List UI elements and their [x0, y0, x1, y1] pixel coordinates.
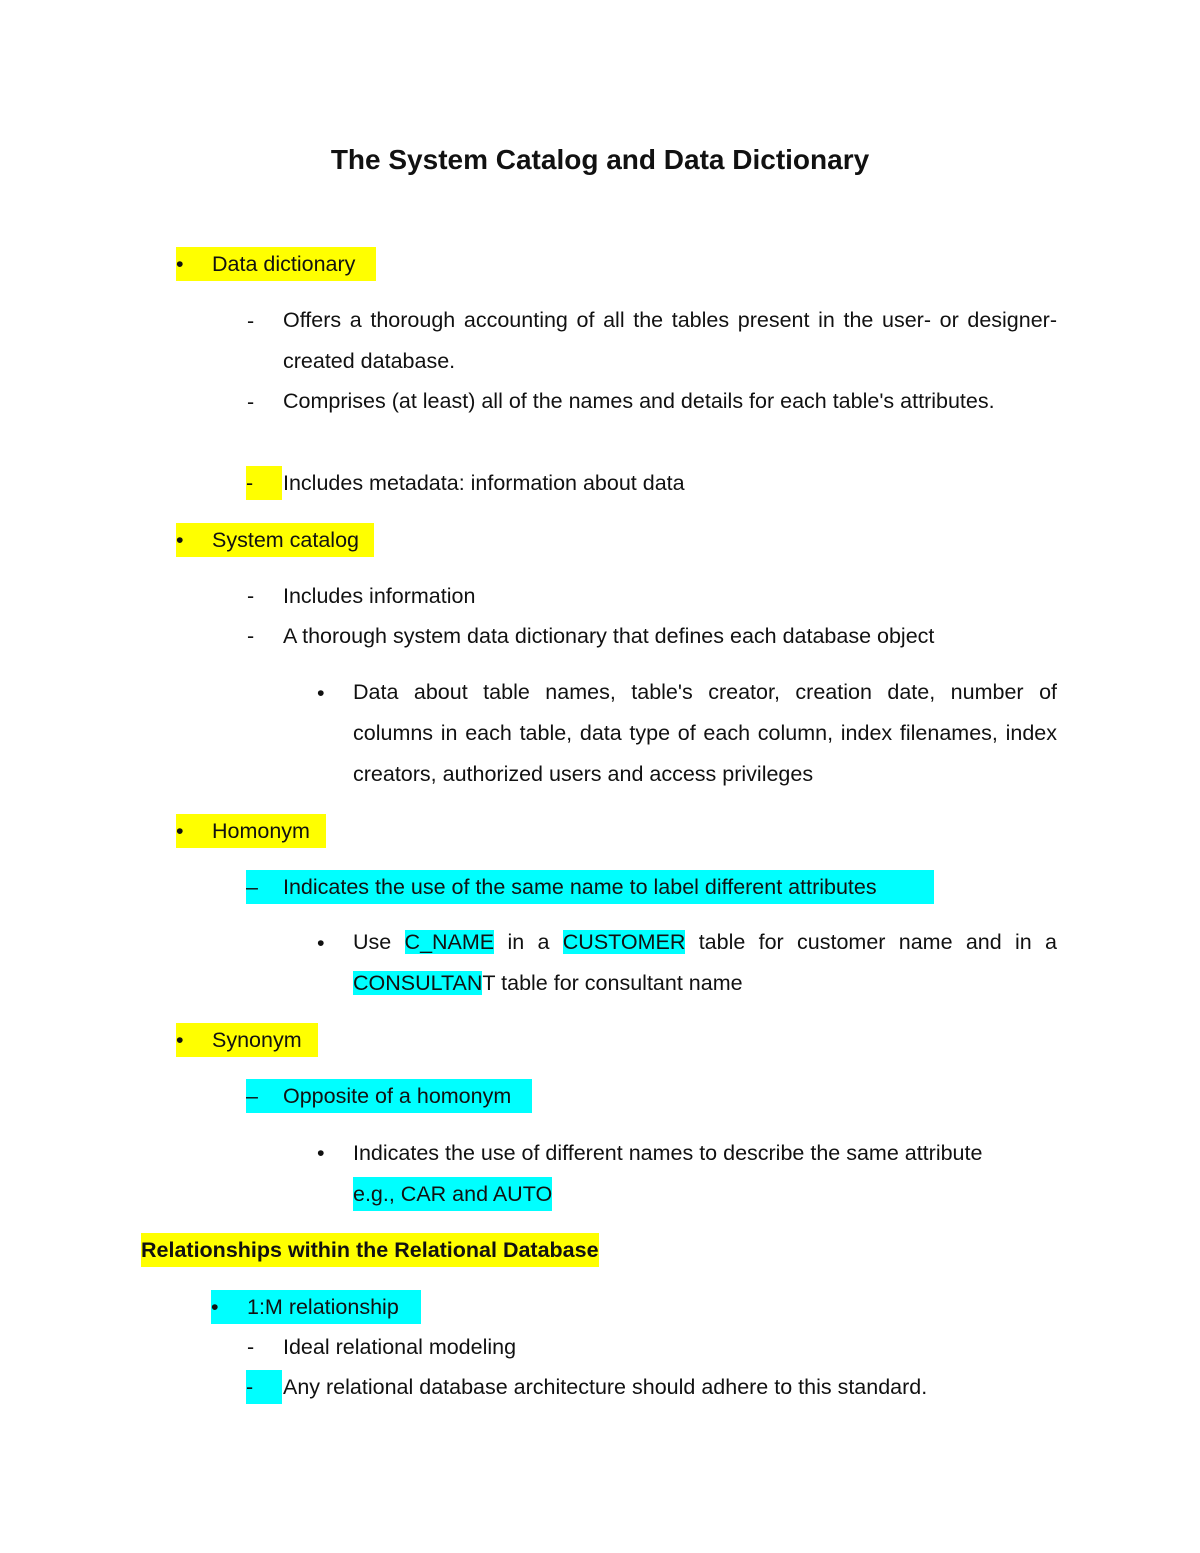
- dash-marker: -: [247, 584, 255, 608]
- example-text: Use: [353, 930, 405, 954]
- highlight-term: C_NAME: [404, 930, 495, 954]
- bullet-synonym: [176, 1023, 318, 1057]
- bullet-label: Data dictionary: [212, 252, 356, 276]
- list-item: Comprises (at least) all of the names and details for each table's attributes.: [283, 389, 995, 413]
- highlight-term: CONSULTAN: [353, 971, 483, 995]
- bullet-marker: •: [317, 931, 325, 955]
- synonym-definition: [246, 1079, 532, 1113]
- dash-marker: -: [246, 466, 282, 500]
- bullet-1m-relationship: [211, 1290, 421, 1324]
- endash-marker: –: [246, 875, 258, 899]
- sub-list-item: Indicates the use of different names to describe the same attribute: [353, 1141, 983, 1165]
- bullet-marker: •: [176, 819, 184, 843]
- bullet-data-dictionary: [176, 247, 376, 281]
- endash-marker: –: [246, 1084, 258, 1108]
- list-item: Offers a thorough accounting of all the tables present in the user- or designer-created database.: [283, 308, 1057, 373]
- bullet-label: Homonym: [212, 819, 310, 843]
- example-text: in a: [494, 930, 563, 954]
- bullet-label: System catalog: [212, 528, 359, 552]
- homonym-definition: [246, 870, 934, 904]
- sub-list-item: Data about table names, table's creator, creation date, number of columns in each table, data type of each column, index filenames, index creators, authorized users and access privileges: [353, 680, 1057, 786]
- example-text: table for customer name and in a: [685, 930, 1057, 954]
- bullet-marker: •: [176, 252, 184, 276]
- list-item: Includes information: [283, 584, 476, 608]
- list-item: Ideal relational modeling: [283, 1335, 517, 1359]
- dash-marker: -: [247, 1335, 255, 1359]
- dash-marker: -: [247, 390, 255, 414]
- dash-marker: -: [247, 624, 255, 648]
- bullet-marker: •: [211, 1295, 219, 1319]
- list-item: Opposite of a homonym: [283, 1084, 512, 1108]
- list-item: Any relational database architecture should adhere to this standard.: [283, 1375, 928, 1399]
- section-heading: Relationships within the Relational Database: [141, 1233, 599, 1267]
- bullet-marker: •: [176, 528, 184, 552]
- bullet-marker: •: [176, 1028, 184, 1052]
- bullet-marker: •: [317, 681, 325, 705]
- bullet-label: Synonym: [212, 1028, 302, 1052]
- bullet-marker: •: [317, 1141, 325, 1165]
- bullet-label: 1:M relationship: [247, 1295, 399, 1319]
- dash-marker: -: [246, 1370, 282, 1404]
- bullet-system-catalog: [176, 523, 374, 557]
- list-item: Includes metadata: information about data: [283, 471, 685, 495]
- homonym-example: [353, 922, 1057, 1004]
- example-text: T table for consultant name: [482, 971, 743, 995]
- bullet-homonym: [176, 814, 326, 848]
- page-title: The System Catalog and Data Dictionary: [330, 144, 870, 175]
- list-item: A thorough system data dictionary that defines each database object: [283, 624, 935, 648]
- list-item: Indicates the use of the same name to label different attributes: [283, 875, 877, 899]
- dash-marker: -: [247, 309, 255, 333]
- synonym-example: e.g., CAR and AUTO: [353, 1177, 552, 1211]
- highlight-term: CUSTOMER: [562, 930, 686, 954]
